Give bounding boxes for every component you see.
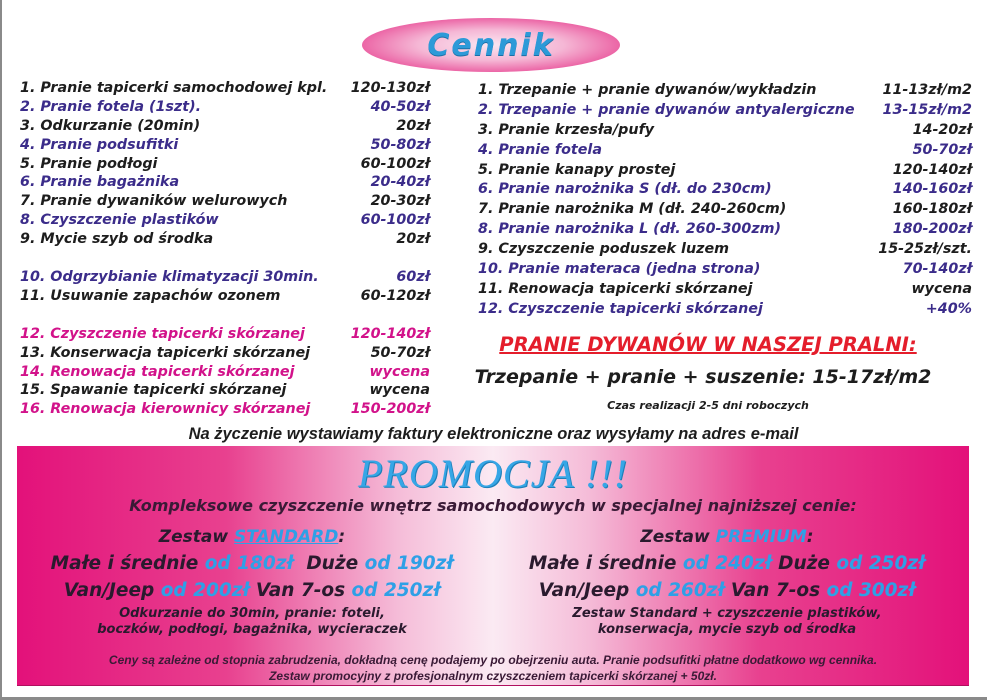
list-item: 13. Konserwacja tapicerki skórzanej 50-70zł	[20, 344, 430, 361]
standard-set-title: Zestaw STANDARD:	[158, 527, 346, 547]
home-services-price-list	[478, 81, 972, 320]
list-item: 4. Pranie podsufitki 50-80zł	[20, 136, 430, 153]
list-item: 12. Czyszczenie tapicerki skórzanej +40%	[478, 300, 972, 317]
list-item: 10. Pranie materaca (jedna strona) 70-140zł	[478, 261, 972, 278]
list-item: 4. Pranie fotela 50-70zł	[478, 141, 972, 158]
list-item: 6. Pranie bagażnika 20-40zł	[20, 174, 430, 191]
premium-set-name: PREMIUM	[715, 527, 807, 547]
laundry-turnaround: Czas realizacji 2-5 dni roboczych	[607, 399, 809, 412]
invoice-note: Na życzenie wystawiamy faktury elektroniczne oraz wysyłamy na adres e-mail	[188, 425, 799, 443]
list-item: 6. Pranie narożnika S (dł. do 230cm) 140-160zł	[478, 181, 972, 198]
list-item: 15. Spawanie tapicerki skórzanej wycena	[20, 382, 430, 399]
list-item: 3. Pranie krzesła/pufy 14-20zł	[478, 121, 972, 138]
promo-box	[17, 446, 969, 686]
list-item: 5. Pranie kanapy prostej 120-140zł	[478, 161, 972, 178]
promo-title: PROMOCJA !!!	[357, 451, 629, 496]
standard-set	[42, 524, 462, 638]
standard-price-line-2: Van/Jeep od 200zł Van 7-os od 250zł	[63, 580, 441, 601]
list-item: 8. Czyszczenie plastików 60-100zł	[20, 212, 430, 229]
list-item: 9. Czyszczenie poduszek luzem 15-25zł/szt.	[478, 241, 972, 258]
list-item: 16. Renowacja kierownicy skórzanej 150-200zł	[20, 401, 430, 418]
premium-price-line-1: Małe i średnie od 240zł Duże od 250zł	[528, 553, 926, 574]
standard-price-line-1: Małe i średnie od 180zł Duże od 190zł	[50, 553, 454, 574]
list-item: 9. Mycie szyb od środka 20zł	[20, 231, 430, 248]
list-item: 1. Pranie tapicerki samochodowej kpl. 120-130zł	[20, 80, 430, 96]
list-item: 7. Pranie narożnika M (dł. 240-260cm) 160-180zł	[478, 201, 972, 218]
list-item: 2. Pranie fotela (1szt). 40-50zł	[20, 98, 430, 115]
list-item: 14. Renowacja tapicerki skórzanej wycena	[20, 363, 430, 380]
premium-price-line-2: Van/Jeep od 260zł Van 7-os od 300zł	[538, 580, 916, 601]
list-item: 12. Czyszczenie tapicerki skórzanej 120-140zł	[20, 325, 430, 342]
standard-set-name: STANDARD	[234, 527, 339, 547]
list-item: 5. Pranie podłogi 60-100zł	[20, 155, 430, 172]
list-item: 3. Odkurzanie (20min) 20zł	[20, 117, 430, 134]
laundry-offer: Trzepanie + pranie + suszenie: 15-17zł/m2	[474, 366, 932, 388]
standard-set-description: Odkurzanie do 30min, pranie: foteli, boczków, podłogi, bagażnika, wycieraczek	[97, 606, 407, 637]
premium-set-description: Zestaw Standard + czyszczenie plastików, konserwacja, mycie szyb od środka	[572, 606, 882, 637]
promo-subtitle: Kompleksowe czyszczenie wnętrz samochodowych w specjalnej najniższej cenie:	[129, 496, 857, 515]
list-item: 10. Odgrzybianie klimatyzacji 30min. 60zł	[20, 269, 430, 286]
premium-set	[517, 524, 937, 638]
promo-footer-note: Ceny są zależne od stopnia zabrudzenia, dokładną cenę podajemy po obejrzeniu auta. Pranie podsufitki płatne dodatkowo wg cennika. Zestaw promocyjny z profesjonalnym czyszczeniem tapicerki skórzanej + 50zł.	[108, 653, 878, 683]
car-services-price-list	[20, 79, 430, 419]
premium-set-title: Zestaw PREMIUM:	[640, 527, 814, 547]
title-banner	[362, 18, 620, 72]
list-item: 7. Pranie dywaników welurowych 20-30zł	[20, 193, 430, 210]
list-spacer	[20, 306, 430, 325]
list-item: 1. Trzepanie + pranie dywanów/wykładzin 11-13zł/m2	[478, 82, 972, 98]
list-item: 11. Renowacja tapicerki skórzanej wycena	[478, 280, 972, 297]
laundry-heading: PRANIE DYWANÓW W NASZEJ PRALNI:	[499, 333, 917, 356]
list-item: 8. Pranie narożnika L (dł. 260-300zm) 180-200zł	[478, 221, 972, 238]
page-title: Cennik	[427, 27, 555, 63]
list-spacer	[20, 249, 430, 268]
list-item: 11. Usuwanie zapachów ozonem 60-120zł	[20, 287, 430, 304]
list-item: 2. Trzepanie + pranie dywanów antyalergiczne 13-15zł/m2	[478, 101, 972, 118]
